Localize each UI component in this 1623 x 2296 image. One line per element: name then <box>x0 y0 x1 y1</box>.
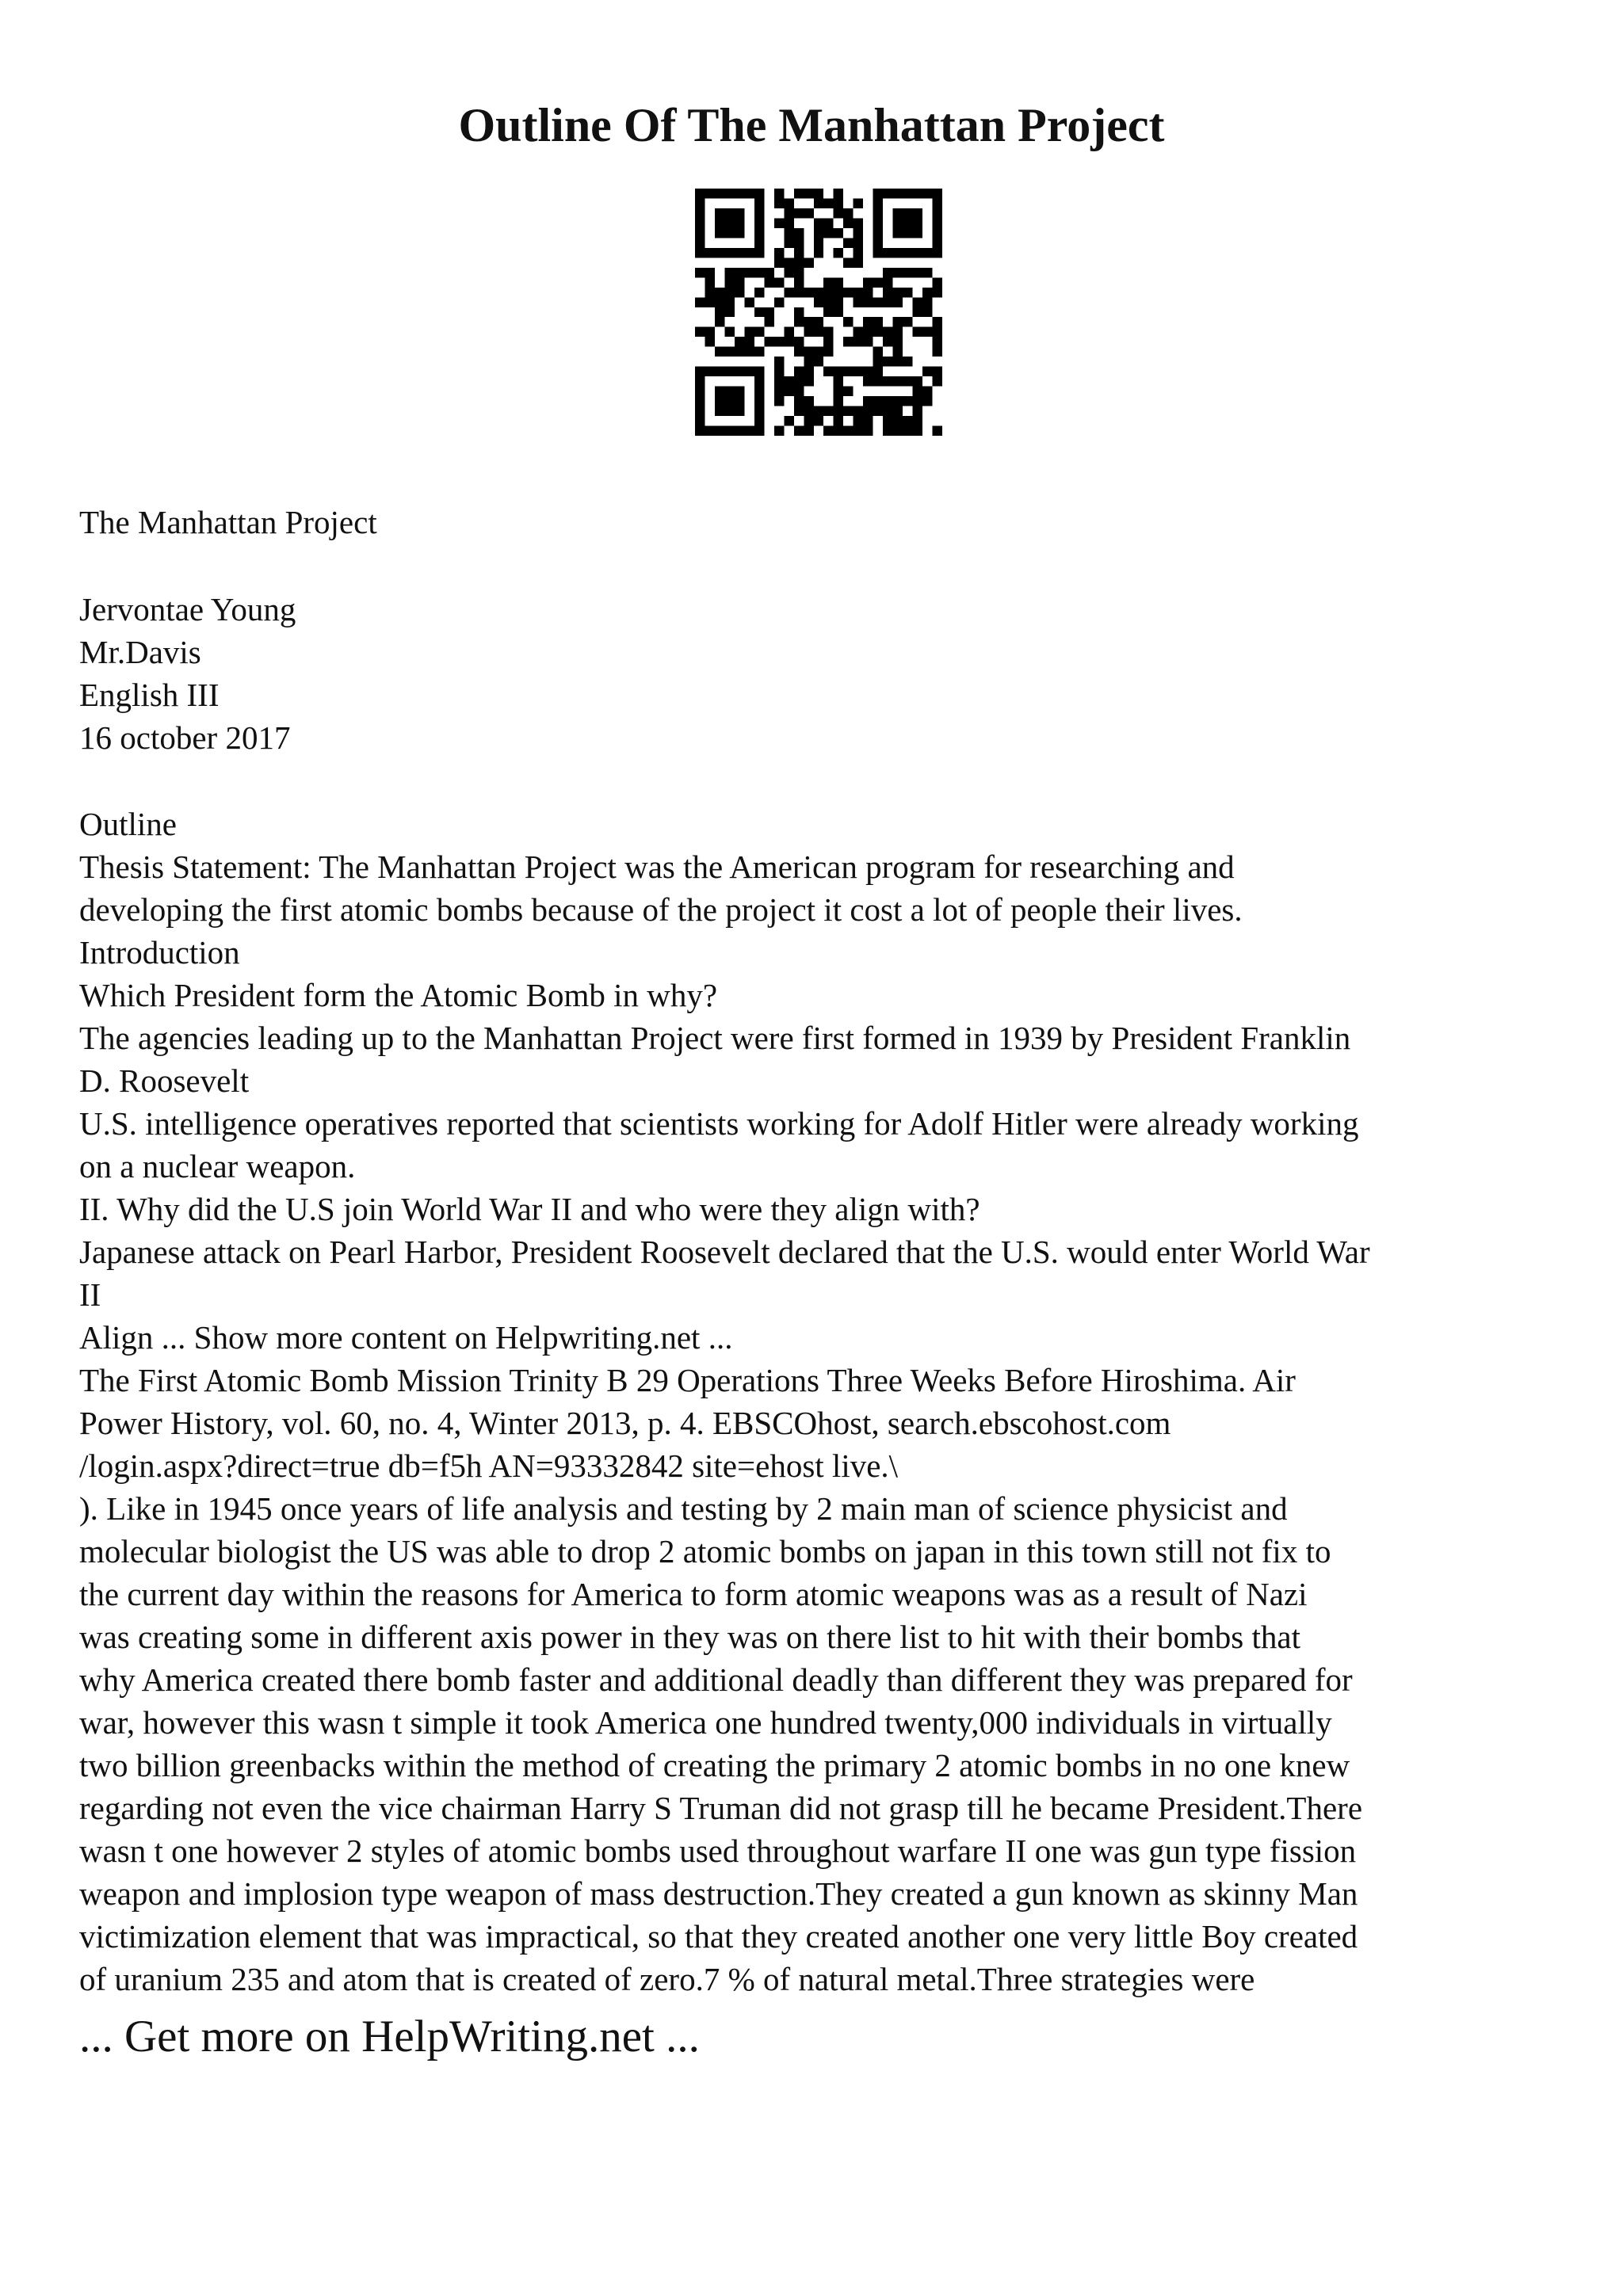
body-line: was creating some in different axis power in they was on there list to hit with their bombs that <box>79 1619 1300 1655</box>
body-line: war, however this wasn t simple it took America one hundred twenty,000 individuals in virtually <box>79 1704 1332 1741</box>
body-line: U.S. intelligence operatives reported that scientists working for Adolf Hitler were already working <box>79 1105 1359 1142</box>
body-line: the current day within the reasons for America to form atomic weapons was as a result of Nazi <box>79 1576 1308 1612</box>
body-line: The First Atomic Bomb Mission Trinity B 29 Operations Three Weeks Before Hiroshima. Air <box>79 1362 1296 1398</box>
document-body <box>79 803 1569 2000</box>
body-line: Which President form the Atomic Bomb in why? <box>79 977 718 1013</box>
meta-line: English III <box>79 677 220 713</box>
body-line: Outline <box>79 806 177 842</box>
qr-code-icon[interactable] <box>695 189 942 436</box>
document-header <box>79 501 1569 543</box>
body-line: Japanese attack on Pearl Harbor, President Roosevelt declared that the U.S. would enter World War <box>79 1234 1370 1270</box>
body-line: weapon and implosion type weapon of mass destruction.They created a gun known as skinny Man <box>79 1875 1358 1912</box>
body-line: developing the first atomic bombs because of the project it cost a lot of people their lives. <box>79 891 1243 928</box>
show-more-link[interactable]: Align ... Show more content on Helpwriting.net ... <box>79 1319 733 1356</box>
get-more-link[interactable]: ... Get more on HelpWriting.net ... <box>79 2012 700 2061</box>
body-line: two billion greenbacks within the method of creating the primary 2 atomic bombs in no one knew <box>79 1747 1350 1783</box>
body-line: D. Roosevelt <box>79 1062 250 1099</box>
body-line: /login.aspx?direct=true db=f5h AN=93332842 site=ehost live.\ <box>79 1447 899 1484</box>
body-line: Thesis Statement: The Manhattan Project was the American program for researching and <box>79 849 1235 885</box>
body-line: on a nuclear weapon. <box>79 1148 356 1184</box>
author-meta <box>79 588 1569 759</box>
body-line: Introduction <box>79 934 240 971</box>
body-line: of uranium 235 and atom that is created of zero.7 % of natural metal.Three strategies were <box>79 1961 1255 1997</box>
meta-line: Jervontae Young <box>79 591 296 627</box>
document-title: Outline Of The Manhattan Project <box>458 99 1165 151</box>
body-line: Power History, vol. 60, no. 4, Winter 2013, p. 4. EBSCOhost, search.ebscohost.com <box>79 1405 1171 1441</box>
body-line: molecular biologist the US was able to drop 2 atomic bombs on japan in this town still not fix to <box>79 1533 1331 1569</box>
header-line: The Manhattan Project <box>79 504 377 540</box>
body-line: II. Why did the U.S join World War II and who were they align with? <box>79 1191 980 1227</box>
body-line: why America created there bomb faster and additional deadly than different they was prepared for <box>79 1661 1353 1698</box>
meta-line: Mr.Davis <box>79 634 201 670</box>
meta-line: 16 october 2017 <box>79 719 291 756</box>
body-line: victimization element that was impractical, so that they created another one very little Boy created <box>79 1918 1358 1955</box>
body-line: wasn t one however 2 styles of atomic bombs used throughout warfare II one was gun type fission <box>79 1833 1357 1869</box>
body-line: II <box>79 1276 101 1313</box>
body-line: The agencies leading up to the Manhattan Project were first formed in 1939 by President Franklin <box>79 1020 1351 1056</box>
body-line: regarding not even the vice chairman Harry S Truman did not grasp till he became President.There <box>79 1790 1363 1826</box>
body-line: ). Like in 1945 once years of life analysis and testing by 2 main man of science physicist and <box>79 1490 1288 1527</box>
